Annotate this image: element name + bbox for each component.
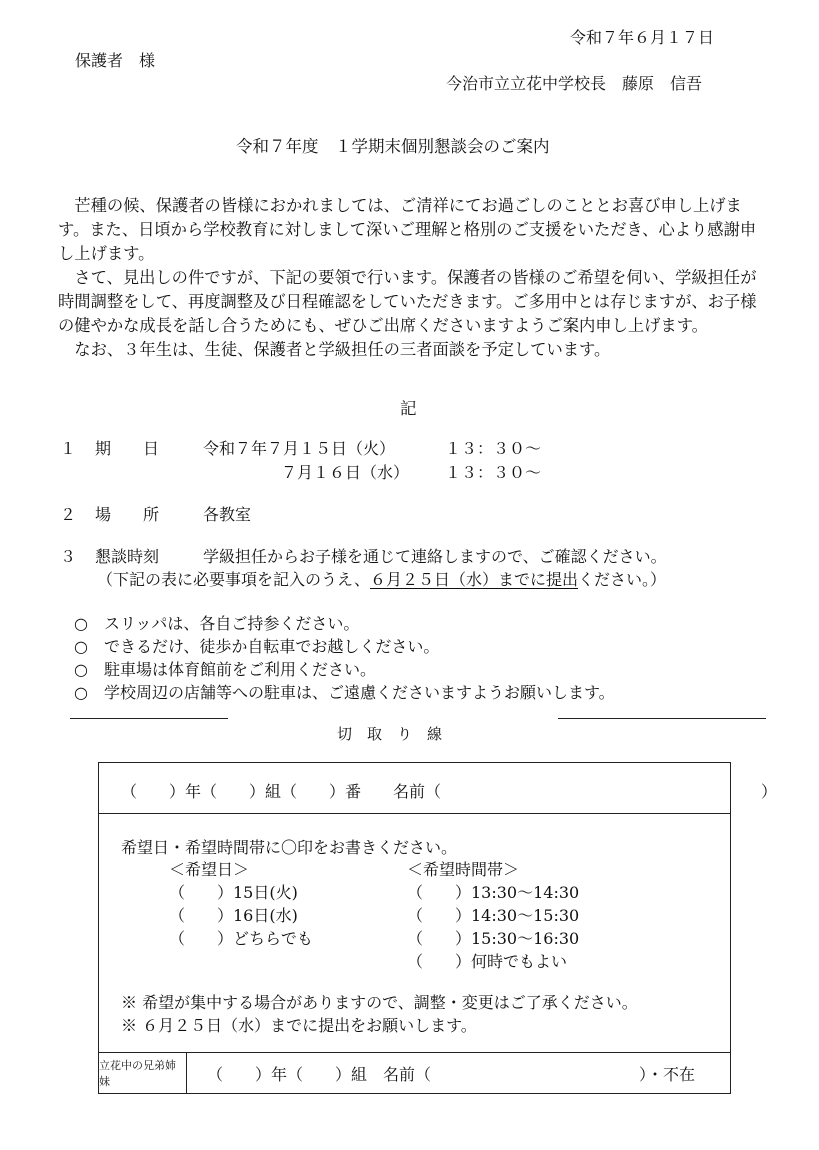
item-3-note [97,567,666,590]
item-1-number: １ [60,439,77,458]
item-3-number: ３ [60,547,77,566]
day-option-15[interactable]: （ ）15日(火) [169,883,298,902]
form-instruction: 希望日・希望時間帯に〇印をお書きください。 [121,838,458,857]
document-title: 令和７年度 １学期末個別懇談会のご案内 [236,137,550,156]
time-option-1430[interactable]: （ ）14:30～15:30 [407,906,580,925]
item-1-date-1: 令和７年７月１５日（火） [203,439,396,458]
body-text [58,194,764,362]
sibling-row [99,1052,730,1093]
note-walk-or-bike: ○ できるだけ、徒歩か自転車でお越しください。 [74,637,440,656]
submission-deadline: ６月２５日（水）までに提出 [369,570,578,589]
cut-line-right [558,718,766,719]
item-3-value: 学級担任からお子様を通じて連絡しますので、ご確認ください。 [203,547,667,566]
item-3-label: 懇談時刻 [95,547,160,566]
note-no-store-parking: ○ 学校周辺の店舗等への駐車は、ご遠慮くださいますようお願いします。 [74,683,615,702]
item-1-time-2: １３：３０～ [445,463,542,482]
sibling-info[interactable]: （ ）年（ ）組 名前（ ）・不在 [207,1065,696,1084]
item-2-label: 場 所 [95,505,160,524]
note-slippers: ○ スリッパは、各自ご持参ください。 [74,614,360,633]
time-option-1330[interactable]: （ ）13:30～14:30 [407,883,580,902]
sender: 今治市立立花中学校長 藤原 信吾 [446,74,703,93]
recipient: 保護者 様 [75,51,156,70]
cut-line-label: 切 取 り 線 [337,725,443,743]
day-option-either[interactable]: （ ）どちらでも [169,929,313,948]
item-1-label: 期 日 [95,439,160,458]
item-1-time-1: １３：３０～ [445,439,542,458]
item-3-note-pre: （下記の表に必要事項を記入のうえ、 [97,570,370,589]
cut-line-left [70,718,228,719]
item-2-number: ２ [60,505,77,524]
item-1-date-2: ７月１６日（水） [281,463,410,482]
document-date: 令和７年６月１７日 [570,28,715,47]
time-option-any[interactable]: （ ）何時でもよい [407,952,568,971]
item-2-value: 各教室 [203,505,252,524]
form-divider-1 [99,813,730,814]
item-3-note-post: ください。） [577,570,666,589]
ki-heading: 記 [400,399,417,418]
note-parking: ○ 駐車場は体育館前をご利用ください。 [74,660,376,679]
student-name-row[interactable]: （ ）年（ ）組（ ）番 名前（ ） [121,782,778,801]
form-note-deadline: ※ ６月２５日（水）までに提出をお願いします。 [121,1016,477,1035]
preferred-day-header: ＜希望日＞ [169,860,250,879]
sibling-label: 立花中の兄弟姉妹 [99,1052,187,1093]
form-note-adjustment: ※ 希望が集中する場合がありますので、調整・変更はご了承ください。 [121,993,638,1012]
time-option-1530[interactable]: （ ）15:30～16:30 [407,929,580,948]
paragraph-2: さて、見出しの件ですが、下記の要領で行います。保護者の皆様のご希望を伺い、学級担任が時間調整をして、再度調整及び日程確認をしていただきます。ご多用中とは存じますが、お子様の健やかな成長を話し合うためにも、ぜひご出席くださいますようご案内申し上げます。 [58,268,757,335]
preferred-time-header: ＜希望時間帯＞ [407,860,520,879]
paragraph-1: 芒種の候、保護者の皆様におかれましては、ご清祥にてお過ごしのこととお喜び申し上げます。また、日頃から学校教育に対しまして深いご理解と格別のご支援をいただき、心より感謝申し上げます。 [58,196,757,263]
day-option-16[interactable]: （ ）16日(水) [169,906,298,925]
reply-form [98,762,778,1094]
paragraph-3: なお、３年生は、生徒、保護者と学級担任の三者面談を予定しています。 [74,340,611,359]
